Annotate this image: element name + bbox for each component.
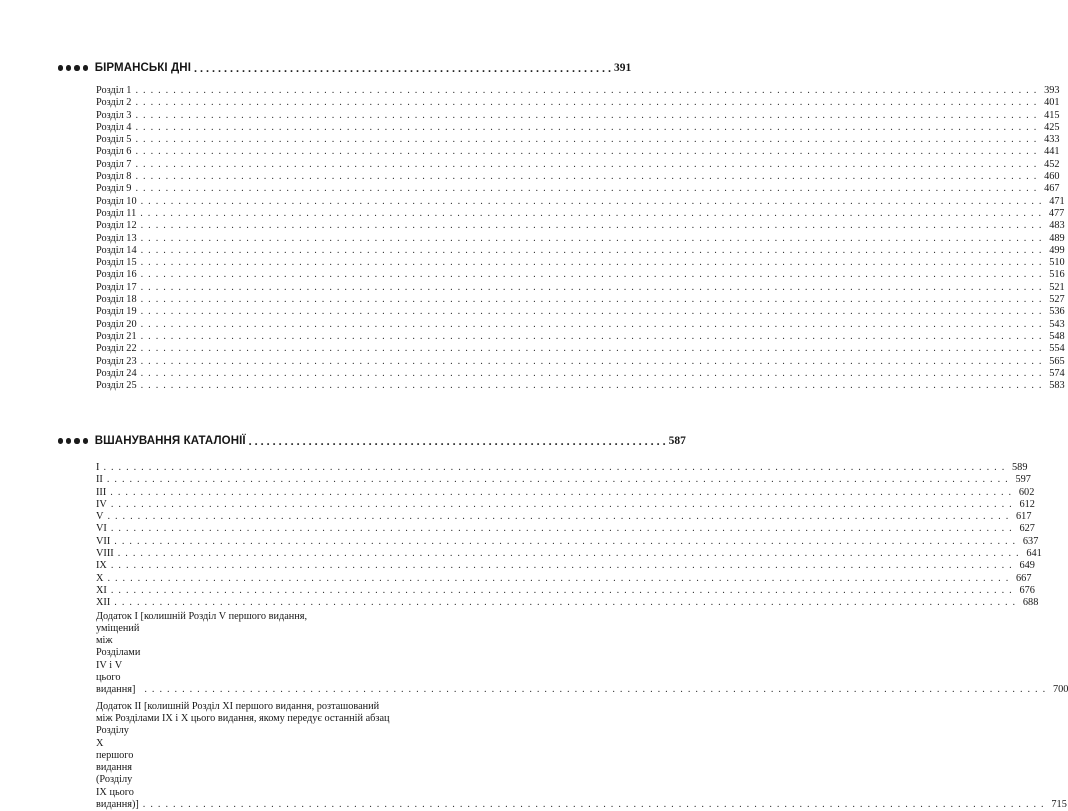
entry-page: 583 bbox=[1049, 380, 1065, 392]
entry-label: Розділ 7 bbox=[96, 158, 132, 170]
entry-label: Розділ 10 bbox=[96, 195, 137, 207]
entry-page: 452 bbox=[1044, 158, 1060, 170]
dot-leader: . . . . . . . . . . . . . . . . . . . . . . . . . . . . . . . . . . . . . . . . . . . . . . . . . . . . . . . . . . . . . . . . . . . . . . . . . . . . . . . . . . . . . . . . . . . . . . . . . . . . . . . . . . . . . . . . . . . . . . . . bbox=[140, 330, 1043, 342]
entry-label: IV bbox=[96, 498, 107, 510]
entry-label: I bbox=[96, 462, 100, 473]
dot-leader: . . . . . . . . . . . . . . . . . . . . . . . . . . . . . . . . . . . . . . . . . . . . . . . . . . . . . . . . . . . . . . . . . . . . . . . . . . . . . . . . . . . . . . . . . . . . . . . . . . . . . . . . . . . . . . . . . . . . . . . . bbox=[140, 306, 1043, 318]
bullet-dots-icon bbox=[58, 438, 88, 443]
dot-leader: . . . . . . . . . . . . . . . . . . . . . . . . . . . . . . . . . . . . . . . . . . . . . . . . . . . . . . . . . . . . . . . . . . . . . . . . . . . . . . . . . . . . . . . . . . . . . . . . . . . . . . . . . . . . . . . . . . . . . . . . bbox=[135, 121, 1038, 133]
dot-leader: . . . . . . . . . . . . . . . . . . . . . . . . . . . . . . . . . . . . . . . . . . . . . . . . . . . . . . . . . . . . . . . . . . . . . . . . . . . . . . . . . . . . . . . . . . . . . . . . . . . . . . . . . . . . . . . . . . . . . . . . bbox=[117, 548, 1020, 560]
entry-label: IX bbox=[96, 560, 107, 572]
entry-page: 393 bbox=[1044, 85, 1060, 96]
toc-entry[interactable] bbox=[96, 318, 1065, 331]
toc-entry[interactable] bbox=[96, 97, 1060, 109]
toc-entry[interactable] bbox=[96, 486, 1035, 499]
toc-entry[interactable] bbox=[96, 220, 1065, 232]
dot-leader: . . . . . . . . . . . . . . . . . . . . . . . . . . . . . . . . . . . . . . . . . . . . . . . . . . . . . . . . . . . . . . . . . . . . . . . . . . . . . . . . . . . . . . . . . . . . . . . . . . . . . . . . . . . . . . . . . . . . . . . . bbox=[103, 462, 1006, 473]
entry-label: Розділ 20 bbox=[96, 318, 137, 330]
toc-entry[interactable] bbox=[96, 535, 1039, 548]
appendix-entry[interactable] bbox=[96, 610, 1068, 697]
toc-entry[interactable] bbox=[96, 109, 1060, 122]
toc-entry[interactable] bbox=[96, 330, 1065, 343]
dot-leader: . . . . . . . . . . . . . . . . . . . . . . . . . . . . . . . . . . . . . . . . . . . . . . . . . . . . . . . . . . . . . . . . . . . . . . . . . . . . . . . . . . . . . . . . . . . . . . . . . . . . . . . . . . . . . . . . . . . . . . . . bbox=[110, 584, 1013, 596]
entry-label: XI bbox=[96, 584, 107, 596]
entry-page: 527 bbox=[1049, 294, 1065, 306]
appendix-line: Додаток II [колишній Розділ XI першого видання, розташований bbox=[96, 700, 380, 712]
dot-leader: . . . . . . . . . . . . . . . . . . . . . . . . . . . . . . . . . . . . . . . . . . . . . . . . . . . . . . . . . . . . . . . . . . . . . . . . . . . . . . . . . . . . . . . . . . . . . . . . . . . . . . . . . . . . . . . . . . . . . . . . bbox=[140, 269, 1043, 281]
entry-label: Розділ 15 bbox=[96, 257, 137, 269]
toc-entry[interactable] bbox=[96, 281, 1065, 294]
entry-page: 627 bbox=[1019, 523, 1035, 535]
dot-leader: . . . . . . . . . . . . . . . . . . . . . . . . . . . . . . . . . . . . . . . . . . . . . . . . . . . . . . . . . . . . . . . . . . . . . . . . . . . . . . . . . . . . . . . . . . . . . . . . . . . . . . . . . . . . . . . . . . . . . . . . bbox=[135, 158, 1038, 170]
toc-entry[interactable] bbox=[96, 355, 1065, 368]
section-page-number: 391 bbox=[614, 62, 632, 74]
toc-entry[interactable] bbox=[96, 158, 1060, 171]
toc-entry[interactable] bbox=[96, 85, 1060, 97]
dot-leader: . . . . . . . . . . . . . . . . . . . . . . . . . . . . . . . . . . . . . . . . . . . . . . . . . . . . . . . . . . . . . . . . . . . . . . . . . . . . . . . . . . . . . . . . . . . . . . . . . . . . . . . . . . . . . . . . . . . . . . . . bbox=[107, 572, 1010, 584]
toc-entry[interactable] bbox=[96, 134, 1060, 146]
entry-label: VI bbox=[96, 523, 107, 535]
dot-leader: . . . . . . . . . . . . . . . . . . . . . . . . . . . . . . . . . . . . . . . . . . . . . . . . . . . . . . . . . . . . . . . . . . . . . . bbox=[248, 434, 666, 448]
dot-leader: . . . . . . . . . . . . . . . . . . . . . . . . . . . . . . . . . . . . . . . . . . . . . . . . . . . . . . . . . . . . . . . . . . . . . . . . . . . . . . . . . . . . . . . . . . . . . . . . . . . . . . . . . . . . . . . . . . . . . . . . bbox=[114, 535, 1017, 547]
dot-leader: . . . . . . . . . . . . . . . . . . . . . . . . . . . . . . . . . . . . . . . . . . . . . . . . . . . . . . . . . . . . . . . . . . . . . . . . . . . . . . . . . . . . . . . . . . . . . . . . . . . . . . . . . . . . . . . . . . . . . . . . bbox=[135, 146, 1038, 158]
entry-page: 612 bbox=[1019, 498, 1035, 510]
dot-leader: . . . . . . . . . . . . . . . . . . . . . . . . . . . . . . . . . . . . . . . . . . . . . . . . . . . . . . . . . . . . . . . . . . . . . . . . . . . . . . . . . . . . . . . . . . . . . . . . . . . . . . . . . . . . . . . . . . . . . . . . bbox=[110, 523, 1013, 535]
dot-leader: . . . . . . . . . . . . . . . . . . . . . . . . . . . . . . . . . . . . . . . . . . . . . . . . . . . . . . . . . . . . . . . . . . . . . . . . . . . . . . . . . . . . . . . . . . . . . . . . . . . . . . . . . . . . . . . . . . . . . . . . bbox=[140, 220, 1043, 232]
entry-page: 574 bbox=[1049, 367, 1065, 379]
dot-leader: . . . . . . . . . . . . . . . . . . . . . . . . . . . . . . . . . . . . . . . . . . . . . . . . . . . . . . . . . . . . . . . . . . . . . . . . . . . . . . . . . . . . . . . . . . . . . . . . . . . . . . . . . . . . . . . . . . . . . . . . bbox=[135, 134, 1038, 146]
entry-page: 602 bbox=[1018, 486, 1035, 498]
dot-leader: . . . . . . . . . . . . . . . . . . . . . . . . . . . . . . . . . . . . . . . . . . . . . . . . . . . . . . . . . . . . . . . . . . . . . . . . . . . . . . . . . . . . . . . . . . . . . . . . . . . . . . . . . . . . . . . . . . . . . . . . bbox=[135, 171, 1038, 183]
entry-page: 483 bbox=[1049, 220, 1065, 232]
entry-label: Розділ 25 bbox=[96, 380, 137, 392]
entry-page: 401 bbox=[1044, 97, 1060, 109]
entry-page: 637 bbox=[1022, 535, 1039, 547]
appendix-entry[interactable] bbox=[96, 700, 1067, 811]
toc-entry[interactable] bbox=[96, 232, 1065, 245]
toc-entry[interactable] bbox=[96, 269, 1065, 281]
dot-leader: . . . . . . . . . . . . . . . . . . . . . . . . . . . . . . . . . . . . . . . . . . . . . . . . . . . . . . . . . . . . . . . . . . . . . . . . . . . . . . . . . . . . . . . . . . . . . . . . . . . . . . . . . . . . . . . . . . . . . . . . bbox=[106, 474, 1009, 486]
dot-leader: . . . . . . . . . . . . . . . . . . . . . . . . . . . . . . . . . . . . . . . . . . . . . . . . . . . . . . . . . . . . . . . . . . . . . . . . . . . . . . . . . . . . . . . . . . . . . . . . . . . . . . . . . . . . . . . . . . . . . . . . bbox=[140, 294, 1043, 306]
entry-page: 617 bbox=[1016, 511, 1032, 523]
appendix-line: Додаток I [колишній Розділ V першого видання, bbox=[96, 610, 308, 622]
dot-leader: . . . . . . . . . . . . . . . . . . . . . . . . . . . . . . . . . . . . . . . . . . . . . . . . . . . . . . . . . . . . . . . . . . . . . . bbox=[194, 61, 611, 75]
entry-label: Розділ 13 bbox=[96, 232, 137, 244]
entry-page: 597 bbox=[1015, 474, 1031, 486]
toc-entry[interactable] bbox=[96, 146, 1060, 158]
toc-entry[interactable] bbox=[96, 584, 1035, 597]
section-title: БІРМАНСЬКІ ДНІ bbox=[94, 62, 191, 74]
entry-label: Розділ 1 bbox=[96, 85, 132, 96]
dot-leader: . . . . . . . . . . . . . . . . . . . . . . . . . . . . . . . . . . . . . . . . . . . . . . . . . . . . . . . . . . . . . . . . . . . . . . . . . . . . . . . . . . . . . . . . . . . . . . . . . . . . . . . . . . . . . . . . . . . . . . . . bbox=[110, 560, 1013, 572]
toc-entry[interactable] bbox=[96, 597, 1039, 609]
entry-label: Розділ 19 bbox=[96, 306, 137, 318]
toc-entry[interactable] bbox=[96, 560, 1035, 572]
entry-page: 688 bbox=[1022, 597, 1039, 609]
toc-entry[interactable] bbox=[96, 244, 1065, 257]
toc-entry[interactable] bbox=[96, 548, 1042, 560]
dot-leader: . . . . . . . . . . . . . . . . . . . . . . . . . . . . . . . . . . . . . . . . . . . . . . . . . . . . . . . . . . . . . . . . . . . . . . . . . . . . . . . . . . . . . . . . . . . . . . . . . . . . . . . . . . . . . . . . . . . . . . . . bbox=[140, 207, 1043, 219]
entry-page: 460 bbox=[1044, 171, 1060, 183]
entry-page: 489 bbox=[1049, 232, 1065, 244]
section-title: ВШАНУВАННЯ КАТАЛОНІЇ bbox=[94, 435, 246, 447]
entry-label: Розділ 17 bbox=[96, 281, 137, 293]
entry-page: 589 bbox=[1012, 462, 1028, 473]
entry-label: Розділ 11 bbox=[96, 207, 137, 219]
section-page-number: 587 bbox=[668, 435, 686, 447]
toc-entry[interactable] bbox=[96, 294, 1065, 306]
entry-label: Розділ 12 bbox=[96, 220, 137, 232]
toc-entry[interactable] bbox=[96, 207, 1065, 220]
entry-label: XII bbox=[96, 597, 111, 609]
entry-page: 433 bbox=[1044, 134, 1060, 146]
dot-leader: . . . . . . . . . . . . . . . . . . . . . . . . . . . . . . . . . . . . . . . . . . . . . . . . . . . . . . . . . . . . . . . . . . . . . . . . . . . . . . . . . . . . . . . . . . . . . . . . . . . . . . . . . . . . . . . . . . . . . . . . bbox=[140, 367, 1043, 379]
dot-leader: . . . . . . . . . . . . . . . . . . . . . . . . . . . . . . . . . . . . . . . . . . . . . . . . . . . . . . . . . . . . . . . . . . . . . . . . . . . . . . . . . . . . . . . . . . . . . . . . . . . . . . . . . . . . . . . . . . . . . . . . bbox=[110, 498, 1013, 510]
dot-leader: . . . . . . . . . . . . . . . . . . . . . . . . . . . . . . . . . . . . . . . . . . . . . . . . . . . . . . . . . . . . . . . . . . . . . . . . . . . . . . . . . . . . . . . . . . . . . . . . . . . . . . . . . . . . . . . . . . . . . . . . bbox=[140, 232, 1043, 244]
entry-page: 521 bbox=[1049, 281, 1065, 293]
toc-entry[interactable] bbox=[96, 343, 1065, 355]
dot-leader: . . . . . . . . . . . . . . . . . . . . . . . . . . . . . . . . . . . . . . . . . . . . . . . . . . . . . . . . . . . . . . . . . . . . . . . . . . . . . . . . . . . . . . . . . . . . . . . . . . . . . . . . . . . . . . . . . . . . . . . . bbox=[140, 380, 1043, 392]
entry-page: 425 bbox=[1044, 121, 1060, 133]
dot-leader: . . . . . . . . . . . . . . . . . . . . . . . . . . . . . . . . . . . . . . . . . . . . . . . . . . . . . . . . . . . . . . . . . . . . . . . . . . . . . . . . . . . . . . . . . . . . . . . . . . . . . . . . . . . . . . . . . . . . . . . . bbox=[140, 318, 1043, 330]
appendix-line: Розділу X першого видання (Розділу IX цього видання)] bbox=[96, 725, 139, 811]
appendix-line: між Розділами IX і X цього видання, якому передує останній абзац bbox=[96, 712, 390, 724]
dot-leader: . . . . . . . . . . . . . . . . . . . . . . . . . . . . . . . . . . . . . . . . . . . . . . . . . . . . . . . . . . . . . . . . . . . . . . . . . . . . . . . . . . . . . . . . . . . . . . . . . . . . . . . . . . . . . . . . . . . . . . . . bbox=[142, 799, 1045, 811]
dot-leader: . . . . . . . . . . . . . . . . . . . . . . . . . . . . . . . . . . . . . . . . . . . . . . . . . . . . . . . . . . . . . . . . . . . . . . . . . . . . . . . . . . . . . . . . . . . . . . . . . . . . . . . . . . . . . . . . . . . . . . . . bbox=[140, 244, 1043, 256]
entry-page: 641 bbox=[1026, 548, 1042, 560]
entry-page: 700 bbox=[1052, 684, 1068, 696]
entry-label: Розділ 24 bbox=[96, 367, 137, 379]
entry-label: Розділ 22 bbox=[96, 343, 137, 355]
entry-label: Розділ 14 bbox=[96, 244, 137, 256]
entry-page: 554 bbox=[1049, 343, 1065, 355]
entry-label: III bbox=[96, 486, 107, 498]
entry-label: VII bbox=[96, 535, 111, 547]
toc-entry[interactable] bbox=[96, 523, 1035, 535]
entry-label: Розділ 9 bbox=[96, 183, 132, 195]
entry-page: 516 bbox=[1049, 269, 1065, 281]
toc-entry[interactable] bbox=[96, 380, 1065, 392]
section-heading bbox=[58, 434, 686, 448]
entry-label: Розділ 8 bbox=[96, 171, 132, 183]
entry-label: Розділ 23 bbox=[96, 355, 137, 367]
entry-page: 676 bbox=[1019, 584, 1035, 596]
entry-label: Розділ 6 bbox=[96, 146, 132, 158]
entry-label: V bbox=[96, 511, 104, 523]
entry-label: Розділ 21 bbox=[96, 330, 137, 342]
toc-entry[interactable] bbox=[96, 572, 1032, 585]
dot-leader: . . . . . . . . . . . . . . . . . . . . . . . . . . . . . . . . . . . . . . . . . . . . . . . . . . . . . . . . . . . . . . . . . . . . . . . . . . . . . . . . . . . . . . . . . . . . . . . . . . . . . . . . . . . . . . . . . . . . . . . . bbox=[135, 109, 1038, 121]
entry-label: II bbox=[96, 474, 103, 486]
dot-leader: . . . . . . . . . . . . . . . . . . . . . . . . . . . . . . . . . . . . . . . . . . . . . . . . . . . . . . . . . . . . . . . . . . . . . . . . . . . . . . . . . . . . . . . . . . . . . . . . . . . . . . . . . . . . . . . . . . . . . . . . bbox=[110, 486, 1013, 498]
toc-entry[interactable] bbox=[96, 474, 1031, 486]
dot-leader: . . . . . . . . . . . . . . . . . . . . . . . . . . . . . . . . . . . . . . . . . . . . . . . . . . . . . . . . . . . . . . . . . . . . . . . . . . . . . . . . . . . . . . . . . . . . . . . . . . . . . . . . . . . . . . . . . . . . . . . . bbox=[135, 85, 1038, 96]
dot-leader: . . . . . . . . . . . . . . . . . . . . . . . . . . . . . . . . . . . . . . . . . . . . . . . . . . . . . . . . . . . . . . . . . . . . . . . . . . . . . . . . . . . . . . . . . . . . . . . . . . . . . . . . . . . . . . . . . . . . . . . . bbox=[140, 355, 1043, 367]
entry-page: 543 bbox=[1049, 318, 1065, 330]
dot-leader: . . . . . . . . . . . . . . . . . . . . . . . . . . . . . . . . . . . . . . . . . . . . . . . . . . . . . . . . . . . . . . . . . . . . . . . . . . . . . . . . . . . . . . . . . . . . . . . . . . . . . . . . . . . . . . . . . . . . . . . . bbox=[114, 597, 1017, 609]
entry-page: 477 bbox=[1048, 207, 1065, 219]
entry-page: 548 bbox=[1049, 330, 1065, 342]
toc-entry[interactable] bbox=[96, 183, 1060, 195]
entry-page: 667 bbox=[1016, 572, 1032, 584]
entry-page: 715 bbox=[1051, 799, 1067, 811]
appendix-line: уміщений між Розділами IV і V цього видання] bbox=[96, 622, 141, 696]
entry-page: 510 bbox=[1049, 257, 1065, 269]
toc-entry[interactable] bbox=[96, 257, 1065, 269]
chapter-list bbox=[96, 462, 1068, 811]
dot-leader: . . . . . . . . . . . . . . . . . . . . . . . . . . . . . . . . . . . . . . . . . . . . . . . . . . . . . . . . . . . . . . . . . . . . . . . . . . . . . . . . . . . . . . . . . . . . . . . . . . . . . . . . . . . . . . . . . . . . . . . . bbox=[140, 281, 1043, 293]
dot-leader: . . . . . . . . . . . . . . . . . . . . . . . . . . . . . . . . . . . . . . . . . . . . . . . . . . . . . . . . . . . . . . . . . . . . . . . . . . . . . . . . . . . . . . . . . . . . . . . . . . . . . . . . . . . . . . . . . . . . . . . . bbox=[140, 343, 1043, 355]
entry-label: X bbox=[96, 572, 104, 584]
entry-page: 499 bbox=[1049, 244, 1065, 256]
toc-entry[interactable] bbox=[96, 462, 1028, 474]
dot-leader: . . . . . . . . . . . . . . . . . . . . . . . . . . . . . . . . . . . . . . . . . . . . . . . . . . . . . . . . . . . . . . . . . . . . . . . . . . . . . . . . . . . . . . . . . . . . . . . . . . . . . . . . . . . . . . . . . . . . . . . . bbox=[135, 97, 1038, 109]
entry-page: 565 bbox=[1049, 355, 1065, 367]
entry-page: 415 bbox=[1044, 109, 1060, 121]
entry-label: Розділ 3 bbox=[96, 109, 132, 121]
toc-entry[interactable] bbox=[96, 367, 1065, 380]
entry-label: VIII bbox=[96, 548, 114, 560]
entry-label: Розділ 5 bbox=[96, 134, 132, 146]
entry-label: Розділ 2 bbox=[96, 97, 132, 109]
entry-label: Розділ 4 bbox=[96, 121, 132, 133]
toc-entry[interactable] bbox=[96, 498, 1035, 511]
dot-leader: . . . . . . . . . . . . . . . . . . . . . . . . . . . . . . . . . . . . . . . . . . . . . . . . . . . . . . . . . . . . . . . . . . . . . . . . . . . . . . . . . . . . . . . . . . . . . . . . . . . . . . . . . . . . . . . . . . . . . . . . bbox=[140, 257, 1043, 269]
entry-label: Розділ 16 bbox=[96, 269, 137, 281]
entry-page: 536 bbox=[1049, 306, 1065, 318]
dot-leader: . . . . . . . . . . . . . . . . . . . . . . . . . . . . . . . . . . . . . . . . . . . . . . . . . . . . . . . . . . . . . . . . . . . . . . . . . . . . . . . . . . . . . . . . . . . . . . . . . . . . . . . . . . . . . . . . . . . . . . . . bbox=[140, 195, 1043, 207]
toc-entry[interactable] bbox=[96, 306, 1065, 318]
toc-entry[interactable] bbox=[96, 511, 1032, 523]
chapter-list bbox=[96, 85, 1065, 392]
entry-page: 649 bbox=[1019, 560, 1035, 572]
section-heading bbox=[58, 61, 632, 75]
dot-leader: . . . . . . . . . . . . . . . . . . . . . . . . . . . . . . . . . . . . . . . . . . . . . . . . . . . . . . . . . . . . . . . . . . . . . . . . . . . . . . . . . . . . . . . . . . . . . . . . . . . . . . . . . . . . . . . . . . . . . . . . bbox=[135, 183, 1038, 195]
toc-entry[interactable] bbox=[96, 171, 1060, 183]
dot-leader: . . . . . . . . . . . . . . . . . . . . . . . . . . . . . . . . . . . . . . . . . . . . . . . . . . . . . . . . . . . . . . . . . . . . . . . . . . . . . . . . . . . . . . . . . . . . . . . . . . . . . . . . . . . . . . . . . . . . . . . . bbox=[144, 684, 1047, 696]
toc-entry[interactable] bbox=[96, 195, 1065, 208]
entry-page: 467 bbox=[1044, 183, 1060, 195]
toc-entry[interactable] bbox=[96, 121, 1060, 134]
entry-label: Розділ 18 bbox=[96, 294, 137, 306]
dot-leader: . . . . . . . . . . . . . . . . . . . . . . . . . . . . . . . . . . . . . . . . . . . . . . . . . . . . . . . . . . . . . . . . . . . . . . . . . . . . . . . . . . . . . . . . . . . . . . . . . . . . . . . . . . . . . . . . . . . . . . . . bbox=[107, 511, 1010, 523]
entry-page: 471 bbox=[1049, 195, 1065, 207]
bullet-dots-icon bbox=[58, 65, 88, 70]
entry-page: 441 bbox=[1044, 146, 1060, 158]
